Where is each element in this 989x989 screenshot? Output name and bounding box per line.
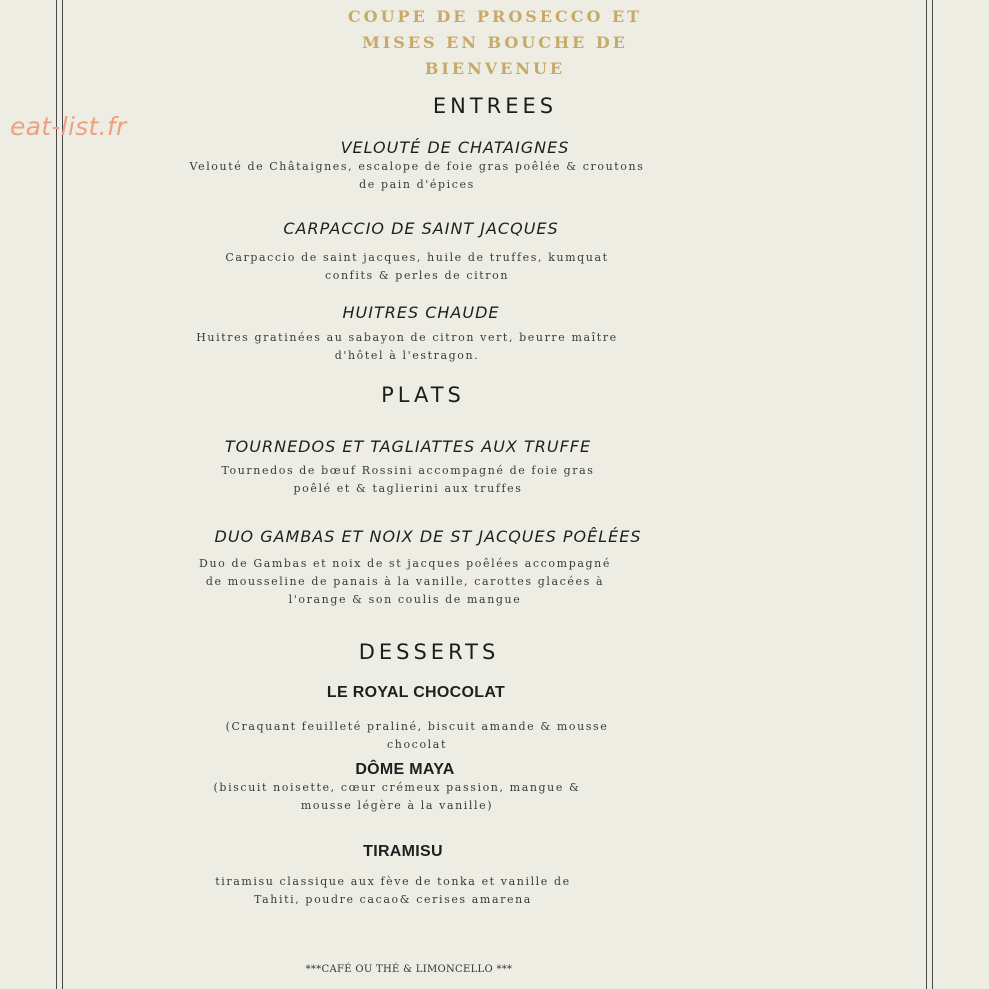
section-title-desserts: DESSERTS (358, 640, 500, 664)
welcome-line: MISES EN BOUCHE DE (362, 33, 628, 52)
welcome-line: COUPE DE PROSECCO ET (347, 7, 643, 26)
dish-description: Carpaccio de saint jacques, huile de truffes, kumquat confits & perles de citron (225, 251, 609, 282)
dish-description: (biscuit noisette, cœur crémeux passion, mangue & mousse légère à la vanille) (213, 781, 581, 812)
dish-name: VELOUTÉ DE CHATAIGNES (340, 138, 570, 157)
dish-description: tiramisu classique aux fève de tonka et vanille de Tahiti, poudre cacao& cerises amarena (215, 875, 571, 906)
welcome-line: BIENVENUE (424, 59, 566, 78)
section-title-plats: PLATS (381, 383, 465, 407)
dish-name: HUITRES CHAUDE (342, 303, 500, 322)
dish-description: Huitres gratinées au sabayon de citron vert, beurre maître d'hôtel à l'estragon. (196, 331, 618, 362)
frame-border-right-outer (932, 0, 933, 989)
dish-name: CARPACCIO DE SAINT JACQUES (283, 219, 559, 238)
frame-border-right-inner (926, 0, 927, 989)
dish-name: LE ROYAL CHOCOLAT (326, 684, 506, 701)
footer-note: ***CAFÉ OU THÉ & LIMONCELLO *** (305, 964, 513, 975)
dish-name: TOURNEDOS ET TAGLIATTES AUX TRUFFE (224, 437, 592, 456)
watermark-logo: eat-list.fr (10, 112, 127, 141)
dish-name: DUO GAMBAS ET NOIX DE ST JACQUES POÊLÉES (214, 527, 642, 546)
dish-name: TIRAMISU (363, 843, 443, 860)
dish-description: Duo de Gambas et noix de st jacques poêlées accompagné de mousseline de panais à la vanille, carottes glacées à l'orange & son coulis de mangue (199, 557, 611, 606)
dish-name: DÔME MAYA (355, 761, 455, 778)
welcome-heading (80, 4, 910, 82)
dish-description: (Craquant feuilleté praliné, biscuit amande & mousse chocolat (225, 720, 609, 751)
menu-card (80, 0, 910, 989)
section-title-entrees: ENTREES (432, 94, 558, 118)
dish-description: Velouté de Châtaignes, escalope de foie gras poêlée & croutons de pain d'épices (189, 160, 645, 191)
dish-description: Tournedos de bœuf Rossini accompagné de foie gras poêlé et & taglierini aux truffes (221, 464, 595, 495)
